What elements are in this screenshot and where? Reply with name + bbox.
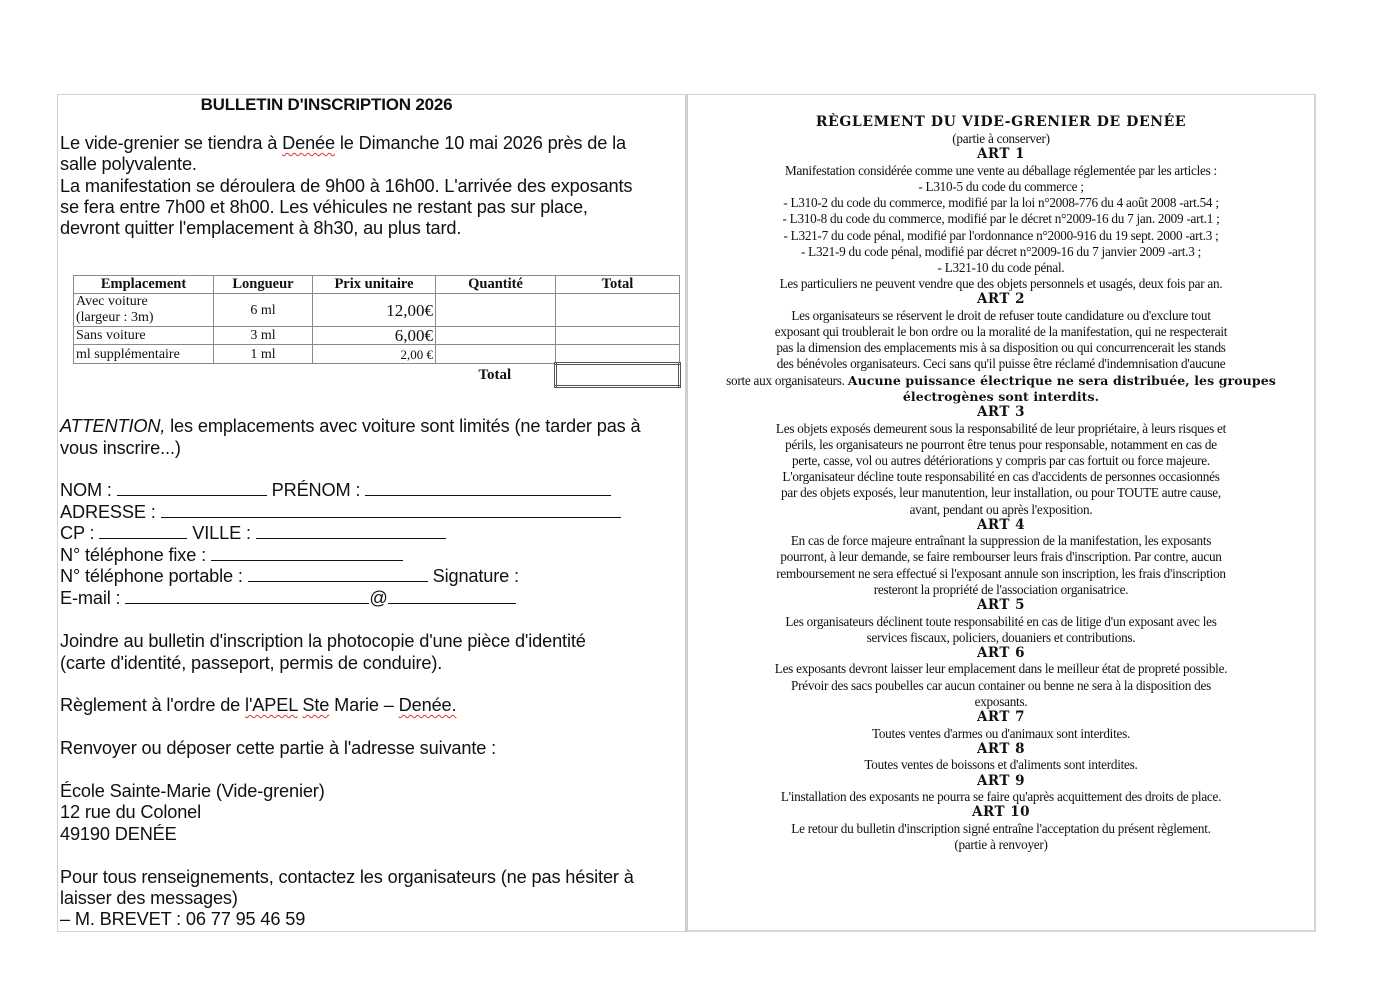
article-line: En cas de force majeure entraînant la suppression de la manifestation, les exposants (790, 533, 1212, 549)
cell-prix: 6,00€ (313, 327, 436, 345)
article-heading: ART 3 (976, 404, 1026, 421)
table-row (74, 327, 680, 345)
contact-line-2: laisser des messages) (60, 888, 238, 908)
cell-longueur: 1 ml (214, 345, 313, 364)
intro-line-2: salle polyvalente. (60, 154, 197, 174)
nom-label: NOM : (60, 480, 117, 500)
address-line-2: 12 rue du Colonel (60, 802, 202, 822)
cell-quantite-input[interactable] (436, 327, 556, 345)
article-heading: ART 5 (976, 597, 1026, 614)
article-heading: ART 4 (976, 516, 1026, 533)
article-line: Toutes ventes de boissons et d'aliments sont interdites. (864, 757, 1138, 773)
article-line: pourront, à leur demande, se faire rembourser leurs frais d'inscription. Par contre, aucun (780, 549, 1222, 565)
form-row-email (60, 588, 516, 609)
article-line: - L321-10 du code pénal. (937, 259, 1065, 275)
cell-emplacement (74, 294, 214, 327)
article-heading: ART 10 (972, 804, 1030, 821)
table-row (74, 345, 680, 364)
article-text: sorte aux organisateurs. (726, 372, 848, 388)
article-line: Le retour du bulletin d'inscription signé entraîne l'acceptation du présent règlement. (791, 820, 1211, 836)
rules-content (688, 114, 1314, 853)
cp-label: CP : (60, 523, 100, 543)
tel-fixe-label: N° téléphone fixe : (60, 545, 211, 565)
article-line: Les objets exposés demeurent sous la responsabilité de leur propriétaire, à leurs risques et (775, 420, 1227, 436)
article-line: Les organisateurs se réservent le droit de refuser toute candidature ou d'exclure tout (791, 307, 1211, 323)
cell-longueur: 3 ml (214, 327, 313, 345)
article-heading: ART 8 (976, 740, 1026, 757)
spellcheck-word: Ste (302, 695, 330, 715)
article-line: resteront la propriété de l'association organisatrice. (873, 581, 1129, 597)
article-line: perte, casse, vol ou autres détériorations y compris par cas fortuit ou force majeure. (792, 452, 1210, 468)
article-line: L'organisateur décline toute responsabilité en cas d'accidents de personnes occasionnés (782, 469, 1220, 485)
tel-fixe-field[interactable] (211, 545, 403, 561)
registration-form-panel (57, 94, 688, 932)
article-line: Prévoir des sacs poubelles car aucun container ou benne ne sera à la disposition des (791, 677, 1211, 693)
email-domain-field[interactable] (388, 588, 516, 604)
article-line: remboursement ne sera effectué si l'exposant annule son inscription, les frais d'inscription (776, 565, 1226, 581)
article-heading: ART 7 (976, 709, 1026, 726)
article-heading: ART 6 (976, 644, 1026, 661)
article-line: exposant qui troublerait le bon ordre ou la moralité de la manifestation, qui ne respecterait (774, 324, 1228, 340)
article-bold-line: électrogènes sont interdits. (902, 388, 1100, 404)
cell-total-input[interactable] (556, 345, 680, 364)
article-line: Les particuliers ne peuvent vendre que des objets personnels et usagés, deux fois par an. (779, 276, 1223, 292)
contact-line-1: Pour tous renseignements, contactez les organisateurs (ne pas hésiter à (60, 867, 634, 887)
prenom-label: PRÉNOM : (266, 480, 366, 500)
rules-title: RÈGLEMENT DU VIDE-GRENIER DE DENÉE (815, 114, 1187, 130)
article-line: - L321-9 du code pénal, modifié par décret n°2009-16 du 7 janvier 2009 -art.3 ; (800, 243, 1202, 259)
tel-portable-label: N° téléphone portable : (60, 566, 248, 586)
cell-prix: 12,00€ (313, 294, 436, 327)
cell-total-input[interactable] (556, 327, 680, 345)
grand-total-label: Total (478, 366, 512, 383)
col-header-quantite: Quantité (436, 276, 556, 294)
article-line: Les organisateurs déclinent toute responsabilité en cas de litige d'un exposant avec les (785, 613, 1217, 629)
article-line: périls, les organisateurs ne pourront être tenus pour responsable, notamment en cas de (785, 436, 1217, 452)
prenom-field[interactable] (365, 480, 611, 496)
article-line: Toutes ventes d'armes ou d'animaux sont interdites. (871, 725, 1131, 741)
pricing-table (73, 275, 681, 388)
adresse-field[interactable] (161, 502, 621, 518)
intro-text: Le vide-grenier se tiendra à (60, 133, 283, 153)
cell-emplacement: ml supplémentaire (74, 345, 214, 364)
intro-line-5: devront quitter l'emplacement à 8h30, au plus tard. (60, 218, 462, 238)
table-header-row (74, 276, 680, 294)
cell-emplacement: Sans voiture (74, 327, 214, 345)
intro-line-4: se fera entre 7h00 et 8h00. Les véhicules ne restant pas sur place, (60, 197, 588, 217)
article-line: avant, pendant ou après l'exposition. (909, 501, 1093, 517)
cell-quantite-input[interactable] (436, 294, 556, 327)
form-row-phone (60, 545, 403, 566)
article-heading: ART 1 (976, 146, 1026, 163)
article-bold-text: Aucune puissance électrique ne sera distribuée, les groupes (847, 372, 1276, 388)
article-line: des bénévoles organisateurs. Ceci sans qu'il puisse être réclamé d'indemnisation d'aucune (776, 356, 1226, 372)
spacer (74, 364, 436, 387)
cell-total-input[interactable] (556, 294, 680, 327)
form-row-name (60, 480, 611, 501)
form-row-city (60, 523, 446, 544)
rules-panel (688, 94, 1316, 932)
address-line-1: École Sainte-Marie (Vide-grenier) (60, 781, 325, 801)
joindre-line-1: Joindre au bulletin d'inscription la photocopie d'une pièce d'identité (60, 631, 586, 651)
email-label: E-mail : (60, 588, 126, 608)
table-row (74, 294, 680, 327)
tel-portable-field[interactable] (248, 566, 428, 582)
email-at: @ (369, 588, 388, 608)
grand-total-row (74, 364, 680, 387)
contact-line-3: – M. BREVET : 06 77 95 46 59 (60, 909, 306, 929)
emplacement-subtext: (largeur : 3m) (76, 310, 154, 325)
article-line: par des objets exposés, leur manutention, leur installation, ou pour TOUTE autre cause, (781, 485, 1221, 501)
attention-line-1 (60, 416, 640, 437)
article-heading: ART 9 (976, 772, 1026, 789)
cell-quantite-input[interactable] (436, 345, 556, 364)
reglement-text: Règlement à l'ordre de (60, 695, 246, 715)
col-header-prix: Prix unitaire (313, 276, 436, 294)
article-line: services fiscaux, policiers, douaniers et contributions. (866, 629, 1136, 645)
col-header-total: Total (556, 276, 680, 294)
article-line: exposants. (974, 693, 1028, 709)
spellcheck-word: Denée. (398, 695, 457, 715)
article-line: - L310-5 du code du commerce ; (918, 178, 1084, 194)
renvoyer-line: Renvoyer ou déposer cette partie à l'adresse suivante : (60, 738, 497, 758)
attention-line-2: vous inscrire...) (60, 438, 181, 458)
cell-prix: 2,00 € (313, 345, 436, 364)
address-line-3: 49190 DENÉE (60, 824, 177, 844)
spellcheck-word: l'APEL (245, 695, 298, 715)
joindre-line-2: (carte d'identité, passeport, permis de conduire). (60, 653, 443, 673)
article-line: (partie à renvoyer) (954, 836, 1048, 852)
email-user-field[interactable] (125, 588, 369, 604)
intro-text: le Dimanche 10 mai 2026 près de la (334, 133, 626, 153)
ville-field[interactable] (256, 523, 446, 539)
reglement-line (60, 695, 456, 716)
article-heading: ART 2 (976, 291, 1026, 308)
attention-label: ATTENTION, (60, 416, 166, 436)
cp-field[interactable] (99, 523, 187, 539)
col-header-longueur: Longueur (214, 276, 313, 294)
adresse-label: ADRESSE : (60, 502, 161, 522)
article-line: pas la dimension des emplacements mis à sa disposition ou qui concurrencerait les stands (776, 340, 1226, 356)
reglement-text: Marie – (329, 695, 399, 715)
form-row-address (60, 502, 621, 523)
signature-label: Signature : (427, 566, 519, 586)
article-line: Manifestation considérée comme une vente au déballage réglementée par les articles : (785, 162, 1217, 178)
article-line: - L310-8 du code du commerce, modifié par le décret n°2009-16 du 7 jan. 2009 -art.1 ; (782, 211, 1220, 227)
ville-label: VILLE : (187, 523, 256, 543)
article-line: - L321-7 du code pénal, modifié par l'ordonnance n°2000-916 du 19 sept. 2000 -art.3 ; (783, 227, 1219, 243)
attention-text: les emplacements avec voiture sont limités (ne tarder pas à (165, 416, 641, 436)
article-line: - L310-2 du code du commerce, modifié par la loi n°2008-776 du 4 août 2008 -art.54 ; (783, 195, 1219, 211)
spellcheck-word: Denée (282, 133, 335, 153)
emplacement-text: Avec voiture (76, 294, 148, 309)
article-line: Les exposants devront laisser leur emplacement dans le meilleur état de propreté possible. (774, 661, 1228, 677)
nom-field[interactable] (117, 480, 267, 496)
form-row-mobile (60, 566, 519, 587)
rules-subtitle: (partie à conserver) (952, 131, 1050, 146)
article-line: L'installation des exposants ne pourra se faire qu'après acquittement des droits de place. (780, 789, 1222, 804)
col-header-emplacement: Emplacement (74, 276, 214, 294)
intro-line-1 (60, 133, 626, 154)
cell-longueur: 6 ml (214, 294, 313, 327)
intro-line-3: La manifestation se déroulera de 9h00 à 16h00. L'arrivée des exposants (60, 176, 633, 196)
grand-total-input[interactable] (556, 364, 680, 387)
article-line (678, 373, 1324, 389)
form-title: BULLETIN D'INSCRIPTION 2026 (200, 95, 453, 114)
